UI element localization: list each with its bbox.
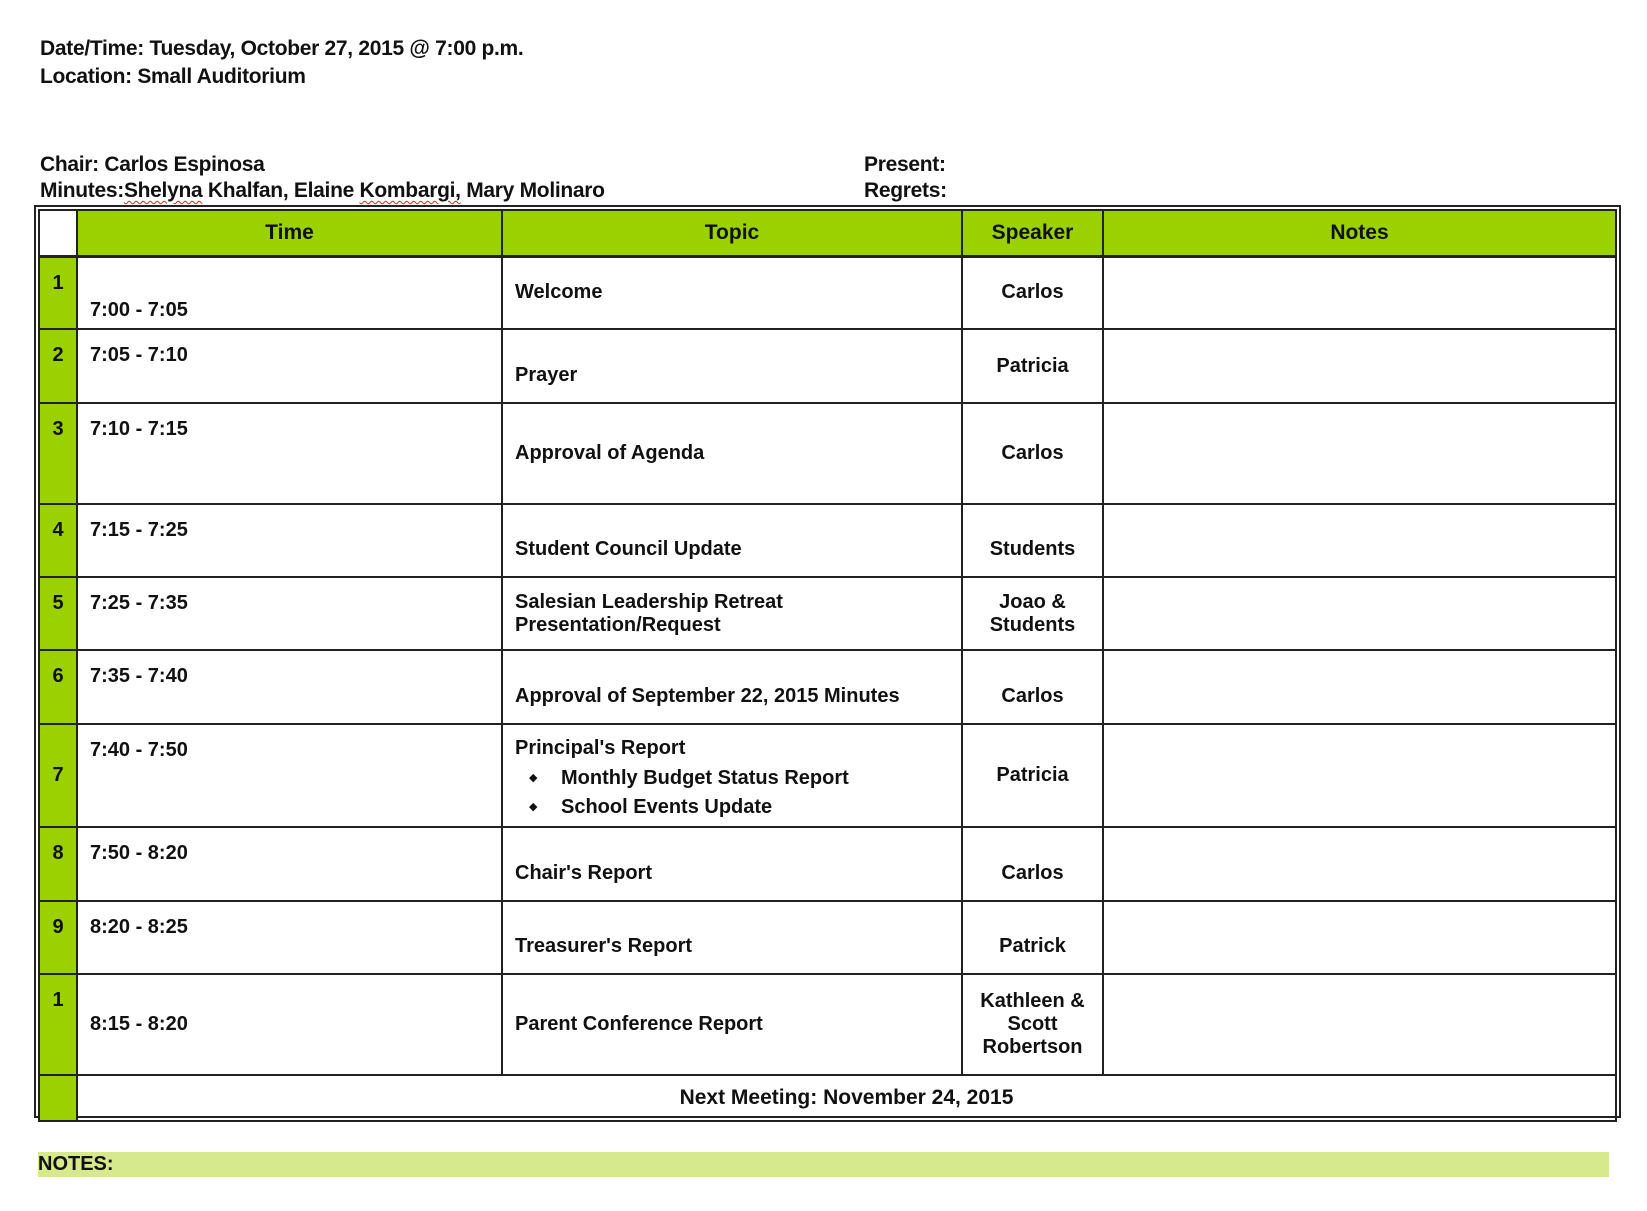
regrets-label: Regrets: (864, 179, 947, 202)
row-topic: Chair's Report (502, 827, 962, 901)
row-topic-title: Principal's Report (515, 737, 686, 759)
row-speaker (962, 974, 1103, 1075)
topic-bullet-list (515, 764, 949, 822)
topic-bullet: ◆ School Events Update (561, 793, 949, 822)
table-row (39, 827, 1616, 901)
next-meeting-label: Next Meeting: (679, 1086, 818, 1109)
row-speaker-line: Robertson (982, 1036, 1083, 1058)
next-meeting-date: November 24, 2015 (823, 1086, 1014, 1109)
datetime-value: Tuesday, October 27, 2015 @ 7:00 p.m. (149, 37, 524, 60)
notes-bar (38, 1152, 1609, 1177)
row-topic: Treasurer's Report (502, 901, 962, 974)
row-number: 4 (39, 504, 77, 577)
row-speaker-line: Joao & (999, 590, 1066, 613)
minutes-name-2: Khalfan, (207, 179, 289, 202)
row-time: 7:35 - 7:40 (77, 650, 502, 724)
row-topic: Approval of September 22, 2015 Minutes (502, 650, 962, 724)
table-row (39, 329, 1616, 403)
row-speaker (962, 577, 1103, 650)
row-topic (502, 577, 962, 650)
row-speaker-line: Kathleen & (980, 990, 1085, 1012)
minutes-line (40, 179, 605, 203)
row-speaker: Carlos (962, 256, 1103, 329)
chair-line (40, 153, 264, 177)
row-number: 3 (39, 403, 77, 504)
row-notes[interactable] (1103, 403, 1616, 504)
row-topic: Welcome (502, 256, 962, 329)
table-row (39, 974, 1616, 1075)
row-topic: Approval of Agenda (502, 403, 962, 504)
row-time: 8:15 - 8:20 (77, 974, 502, 1075)
minutes-name-3: Elaine (293, 179, 354, 202)
row-number: 2 (39, 329, 77, 403)
row-time: 7:25 - 7:35 (77, 577, 502, 650)
chair-label: Chair: (40, 153, 99, 176)
header-time: Time (77, 210, 502, 256)
table-row (39, 650, 1616, 724)
minutes-label: Minutes: (40, 179, 124, 202)
row-notes[interactable] (1103, 329, 1616, 403)
row-speaker: Patricia (962, 329, 1103, 403)
row-notes[interactable] (1103, 901, 1616, 974)
table-row (39, 577, 1616, 650)
row-time: 7:00 - 7:05 (77, 256, 502, 329)
row-speaker-line: Students (989, 613, 1076, 636)
header-speaker: Speaker (962, 210, 1103, 256)
table-row (39, 901, 1616, 974)
location-label: Location: (40, 65, 132, 88)
row-number: 8 (39, 827, 77, 901)
row-notes[interactable] (1103, 724, 1616, 827)
header-topic: Topic (502, 210, 962, 256)
chair-value: Carlos Espinosa (104, 153, 265, 176)
row-notes[interactable] (1103, 650, 1616, 724)
datetime-line (40, 37, 523, 61)
table-header-row (39, 210, 1616, 256)
header-notes: Notes (1103, 210, 1616, 256)
row-topic: Parent Conference Report (502, 974, 962, 1075)
row-notes[interactable] (1103, 974, 1616, 1075)
row-speaker: Carlos (962, 827, 1103, 901)
row-number: 9 (39, 901, 77, 974)
row-time: 7:50 - 8:20 (77, 827, 502, 901)
row-notes[interactable] (1103, 256, 1616, 329)
row-speaker: Students (962, 504, 1103, 577)
row-speaker: Patrick (962, 901, 1103, 974)
topic-bullet: ◆ Monthly Budget Status Report (561, 764, 949, 793)
row-number: 7 (39, 724, 77, 827)
row-topic-line: Salesian Leadership Retreat (515, 590, 783, 613)
header-corner (39, 210, 77, 256)
row-time: 7:15 - 7:25 (77, 504, 502, 577)
row-time: 7:40 - 7:50 (77, 724, 502, 827)
datetime-label: Date/Time: (40, 37, 144, 60)
row-notes[interactable] (1103, 577, 1616, 650)
location-value: Small Auditorium (137, 65, 306, 88)
table-row (39, 504, 1616, 577)
table-row (39, 256, 1616, 329)
row-time: 7:10 - 7:15 (77, 403, 502, 504)
row-time: 7:05 - 7:10 (77, 329, 502, 403)
row-number: 1 (39, 974, 77, 1075)
row-speaker-line: Scott (1007, 1013, 1058, 1035)
row-time: 8:20 - 8:25 (77, 901, 502, 974)
next-meeting-row (39, 1075, 1616, 1121)
table-row (39, 403, 1616, 504)
minutes-name-5: Mary Molinaro (466, 179, 605, 202)
row-number: 1 (39, 256, 77, 329)
agenda-table (34, 205, 1621, 1118)
row-number: 6 (39, 650, 77, 724)
notes-label: NOTES: (38, 1153, 114, 1175)
row-topic: Student Council Update (502, 504, 962, 577)
minutes-name-4: Kombargi, (359, 179, 461, 202)
row-number: 5 (39, 577, 77, 650)
row-topic: Prayer (502, 329, 962, 403)
row-topic (502, 724, 962, 827)
next-meeting-cell (77, 1075, 1616, 1121)
row-notes[interactable] (1103, 827, 1616, 901)
row-speaker: Patricia (962, 724, 1103, 827)
minutes-name-1: Shelyna (123, 179, 203, 202)
row-notes[interactable] (1103, 504, 1616, 577)
location-line (40, 65, 306, 89)
row-topic-line: Presentation/Request (515, 613, 721, 636)
row-speaker: Carlos (962, 650, 1103, 724)
row-speaker: Carlos (962, 403, 1103, 504)
table-row (39, 724, 1616, 827)
present-label: Present: (864, 153, 946, 176)
row-number-empty (39, 1075, 77, 1121)
